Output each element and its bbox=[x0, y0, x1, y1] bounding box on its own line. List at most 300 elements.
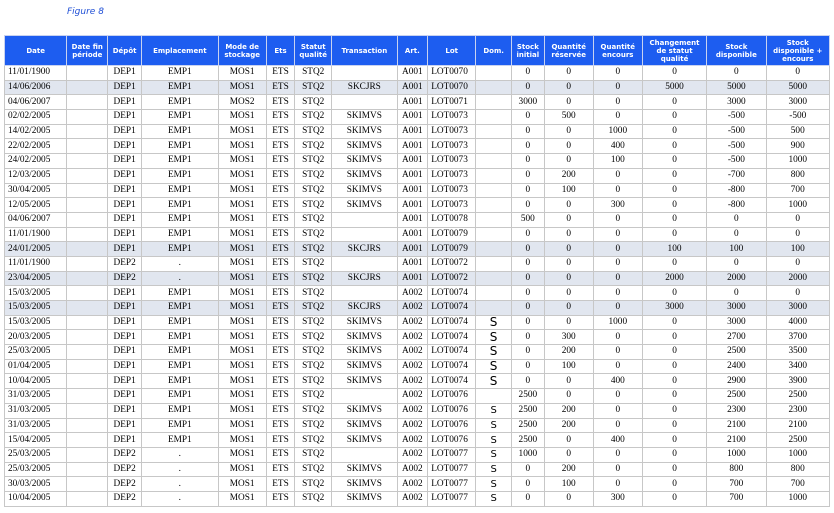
cell-depot: DEP1 bbox=[108, 198, 142, 213]
cell-qte-encours: 300 bbox=[593, 491, 642, 506]
cell-date: 14/02/2005 bbox=[5, 124, 67, 139]
cell-depot: DEP1 bbox=[108, 66, 142, 81]
cell-art: A001 bbox=[397, 168, 428, 183]
cell-date: 25/03/2005 bbox=[5, 447, 67, 462]
cell-mode: MOS1 bbox=[218, 462, 266, 477]
cell-qte-encours: 0 bbox=[593, 227, 642, 242]
cell-qte-reservee: 0 bbox=[544, 286, 593, 301]
cell-date: 01/04/2005 bbox=[5, 359, 67, 374]
cell-stock-dispo-encours: 2300 bbox=[766, 403, 830, 418]
cell-ets: ETS bbox=[266, 110, 295, 125]
cell-ets: ETS bbox=[266, 183, 295, 198]
cell-qte-reservee: 0 bbox=[544, 198, 593, 213]
col-header-changement: Changement de statut qualité bbox=[642, 36, 706, 66]
cell-ets: ETS bbox=[266, 66, 295, 81]
table-body bbox=[5, 66, 830, 507]
cell-emplacement: EMP1 bbox=[141, 212, 218, 227]
cell-art: A002 bbox=[397, 418, 428, 433]
cell-dom bbox=[476, 168, 512, 183]
cell-changement: 0 bbox=[642, 447, 706, 462]
cell-emplacement: EMP1 bbox=[141, 286, 218, 301]
cell-emplacement: EMP1 bbox=[141, 110, 218, 125]
cell-stock-dispo-encours: 3000 bbox=[766, 301, 830, 316]
cell-dom: S bbox=[476, 433, 512, 448]
cell-emplacement: EMP1 bbox=[141, 374, 218, 389]
table-row bbox=[5, 168, 830, 183]
cell-date: 20/03/2005 bbox=[5, 330, 67, 345]
cell-emplacement: . bbox=[141, 477, 218, 492]
cell-transaction: SKIMVS bbox=[332, 477, 397, 492]
cell-depot: DEP1 bbox=[108, 154, 142, 169]
table-row bbox=[5, 462, 830, 477]
cell-stock-dispo: 2400 bbox=[707, 359, 766, 374]
cell-stock-dispo: 1000 bbox=[707, 447, 766, 462]
cell-dom bbox=[476, 212, 512, 227]
cell-qte-encours: 1000 bbox=[593, 124, 642, 139]
cell-art: A002 bbox=[397, 462, 428, 477]
cell-ets: ETS bbox=[266, 301, 295, 316]
cell-date: 15/03/2005 bbox=[5, 286, 67, 301]
cell-stock-dispo-encours: 2500 bbox=[766, 433, 830, 448]
cell-stock-initial: 0 bbox=[512, 80, 545, 95]
cell-stock-dispo-encours: 3500 bbox=[766, 345, 830, 360]
cell-changement: 0 bbox=[642, 183, 706, 198]
cell-statut: STQ2 bbox=[295, 286, 332, 301]
cell-qte-encours: 400 bbox=[593, 433, 642, 448]
cell-qte-reservee: 200 bbox=[544, 418, 593, 433]
cell-date: 10/04/2005 bbox=[5, 491, 67, 506]
cell-depot: DEP1 bbox=[108, 124, 142, 139]
cell-stock-dispo: 700 bbox=[707, 491, 766, 506]
cell-emplacement: EMP1 bbox=[141, 124, 218, 139]
cell-qte-encours: 0 bbox=[593, 345, 642, 360]
cell-stock-dispo: 2500 bbox=[707, 345, 766, 360]
cell-stock-initial: 0 bbox=[512, 168, 545, 183]
cell-transaction: SKIMVS bbox=[332, 154, 397, 169]
cell-ets: ETS bbox=[266, 80, 295, 95]
cell-emplacement: EMP1 bbox=[141, 403, 218, 418]
cell-date: 23/04/2005 bbox=[5, 271, 67, 286]
cell-transaction bbox=[332, 286, 397, 301]
cell-qte-reservee: 100 bbox=[544, 183, 593, 198]
cell-mode: MOS1 bbox=[218, 256, 266, 271]
cell-depot: DEP1 bbox=[108, 374, 142, 389]
cell-depot: DEP1 bbox=[108, 139, 142, 154]
cell-statut: STQ2 bbox=[295, 110, 332, 125]
cell-qte-reservee: 0 bbox=[544, 491, 593, 506]
col-header-statut: Statut qualité bbox=[295, 36, 332, 66]
cell-stock-dispo: -500 bbox=[707, 139, 766, 154]
cell-stock-initial: 0 bbox=[512, 242, 545, 257]
cell-depot: DEP1 bbox=[108, 330, 142, 345]
cell-emplacement: EMP1 bbox=[141, 242, 218, 257]
cell-stock-initial: 0 bbox=[512, 462, 545, 477]
cell-dom: S bbox=[476, 491, 512, 506]
cell-stock-dispo: 2500 bbox=[707, 389, 766, 404]
cell-transaction: SKIMVS bbox=[332, 139, 397, 154]
table-row bbox=[5, 80, 830, 95]
cell-statut: STQ2 bbox=[295, 95, 332, 110]
cell-transaction bbox=[332, 66, 397, 81]
cell-date: 31/03/2005 bbox=[5, 418, 67, 433]
table-row bbox=[5, 433, 830, 448]
table-row bbox=[5, 345, 830, 360]
col-header-stock-dispo-encours: Stock disponible + encours bbox=[766, 36, 830, 66]
cell-date: 22/02/2005 bbox=[5, 139, 67, 154]
stock-table bbox=[4, 35, 830, 507]
cell-stock-dispo: -700 bbox=[707, 168, 766, 183]
cell-ets: ETS bbox=[266, 124, 295, 139]
cell-depot: DEP1 bbox=[108, 212, 142, 227]
cell-dom: S bbox=[476, 374, 512, 389]
cell-date: 04/06/2007 bbox=[5, 212, 67, 227]
cell-statut: STQ2 bbox=[295, 80, 332, 95]
cell-art: A002 bbox=[397, 403, 428, 418]
table-row bbox=[5, 359, 830, 374]
cell-date-fin bbox=[67, 389, 108, 404]
cell-mode: MOS1 bbox=[218, 212, 266, 227]
cell-art: A002 bbox=[397, 286, 428, 301]
cell-ets: ETS bbox=[266, 154, 295, 169]
cell-statut: STQ2 bbox=[295, 315, 332, 330]
cell-emplacement: EMP1 bbox=[141, 80, 218, 95]
cell-lot: LOT0073 bbox=[428, 198, 476, 213]
cell-depot: DEP1 bbox=[108, 286, 142, 301]
cell-date-fin bbox=[67, 80, 108, 95]
cell-lot: LOT0079 bbox=[428, 227, 476, 242]
cell-mode: MOS1 bbox=[218, 154, 266, 169]
cell-mode: MOS1 bbox=[218, 403, 266, 418]
cell-stock-dispo-encours: 100 bbox=[766, 242, 830, 257]
table-row bbox=[5, 315, 830, 330]
cell-depot: DEP2 bbox=[108, 491, 142, 506]
cell-mode: MOS1 bbox=[218, 110, 266, 125]
cell-lot: LOT0072 bbox=[428, 271, 476, 286]
cell-mode: MOS1 bbox=[218, 447, 266, 462]
cell-dom bbox=[476, 95, 512, 110]
cell-ets: ETS bbox=[266, 139, 295, 154]
cell-changement: 0 bbox=[642, 418, 706, 433]
cell-transaction: SKIMVS bbox=[332, 345, 397, 360]
cell-emplacement: EMP1 bbox=[141, 301, 218, 316]
cell-changement: 0 bbox=[642, 477, 706, 492]
cell-ets: ETS bbox=[266, 477, 295, 492]
cell-qte-reservee: 0 bbox=[544, 447, 593, 462]
cell-stock-dispo: 0 bbox=[707, 256, 766, 271]
table-row bbox=[5, 330, 830, 345]
cell-stock-initial: 0 bbox=[512, 66, 545, 81]
cell-statut: STQ2 bbox=[295, 374, 332, 389]
table-row bbox=[5, 477, 830, 492]
cell-stock-initial: 2500 bbox=[512, 433, 545, 448]
cell-stock-dispo-encours: 700 bbox=[766, 183, 830, 198]
cell-transaction: SKIMVS bbox=[332, 403, 397, 418]
cell-statut: STQ2 bbox=[295, 256, 332, 271]
cell-stock-initial: 0 bbox=[512, 271, 545, 286]
cell-date: 25/03/2005 bbox=[5, 345, 67, 360]
cell-transaction: SKIMVS bbox=[332, 462, 397, 477]
cell-date: 15/03/2005 bbox=[5, 315, 67, 330]
cell-mode: MOS1 bbox=[218, 139, 266, 154]
cell-date: 14/06/2006 bbox=[5, 80, 67, 95]
cell-lot: LOT0077 bbox=[428, 477, 476, 492]
cell-date-fin bbox=[67, 359, 108, 374]
cell-stock-dispo-encours: 3400 bbox=[766, 359, 830, 374]
cell-lot: LOT0073 bbox=[428, 183, 476, 198]
col-header-date: Date bbox=[5, 36, 67, 66]
cell-art: A002 bbox=[397, 301, 428, 316]
cell-transaction: SKIMVS bbox=[332, 315, 397, 330]
col-header-ets: Ets bbox=[266, 36, 295, 66]
cell-dom bbox=[476, 227, 512, 242]
cell-lot: LOT0076 bbox=[428, 433, 476, 448]
cell-statut: STQ2 bbox=[295, 345, 332, 360]
cell-date: 15/04/2005 bbox=[5, 433, 67, 448]
cell-changement: 0 bbox=[642, 491, 706, 506]
cell-qte-reservee: 0 bbox=[544, 154, 593, 169]
cell-mode: MOS1 bbox=[218, 301, 266, 316]
cell-lot: LOT0074 bbox=[428, 359, 476, 374]
cell-transaction: SKIMVS bbox=[332, 491, 397, 506]
cell-ets: ETS bbox=[266, 315, 295, 330]
cell-stock-dispo-encours: 0 bbox=[766, 212, 830, 227]
cell-qte-encours: 0 bbox=[593, 168, 642, 183]
table-row bbox=[5, 374, 830, 389]
cell-transaction: SKIMVS bbox=[332, 374, 397, 389]
cell-art: A001 bbox=[397, 242, 428, 257]
cell-stock-initial: 0 bbox=[512, 110, 545, 125]
cell-stock-initial: 2500 bbox=[512, 403, 545, 418]
cell-statut: STQ2 bbox=[295, 139, 332, 154]
cell-date: 11/01/1900 bbox=[5, 227, 67, 242]
cell-statut: STQ2 bbox=[295, 66, 332, 81]
figure-caption: Figure 8 bbox=[67, 7, 104, 17]
cell-mode: MOS1 bbox=[218, 359, 266, 374]
cell-stock-initial: 0 bbox=[512, 124, 545, 139]
cell-art: A002 bbox=[397, 491, 428, 506]
cell-statut: STQ2 bbox=[295, 301, 332, 316]
cell-date-fin bbox=[67, 242, 108, 257]
cell-dom bbox=[476, 80, 512, 95]
cell-stock-dispo-encours: 800 bbox=[766, 462, 830, 477]
cell-lot: LOT0077 bbox=[428, 491, 476, 506]
cell-stock-dispo-encours: 1000 bbox=[766, 491, 830, 506]
col-header-stock-initial: Stock initial bbox=[512, 36, 545, 66]
cell-qte-encours: 0 bbox=[593, 80, 642, 95]
cell-stock-dispo-encours: 3700 bbox=[766, 330, 830, 345]
col-header-transaction: Transaction bbox=[332, 36, 397, 66]
cell-date-fin bbox=[67, 227, 108, 242]
table-row bbox=[5, 124, 830, 139]
cell-art: A002 bbox=[397, 477, 428, 492]
cell-stock-dispo: 2100 bbox=[707, 418, 766, 433]
cell-qte-reservee: 0 bbox=[544, 433, 593, 448]
cell-date-fin bbox=[67, 403, 108, 418]
cell-date-fin bbox=[67, 154, 108, 169]
cell-changement: 0 bbox=[642, 212, 706, 227]
cell-transaction bbox=[332, 389, 397, 404]
cell-statut: STQ2 bbox=[295, 403, 332, 418]
cell-qte-reservee: 200 bbox=[544, 345, 593, 360]
cell-stock-dispo: -500 bbox=[707, 110, 766, 125]
cell-dom: S bbox=[476, 447, 512, 462]
cell-dom bbox=[476, 183, 512, 198]
cell-emplacement: EMP1 bbox=[141, 95, 218, 110]
cell-emplacement: EMP1 bbox=[141, 66, 218, 81]
cell-transaction: SKCJRS bbox=[332, 242, 397, 257]
cell-stock-dispo: -800 bbox=[707, 183, 766, 198]
cell-statut: STQ2 bbox=[295, 433, 332, 448]
cell-lot: LOT0073 bbox=[428, 124, 476, 139]
cell-transaction: SKCJRS bbox=[332, 80, 397, 95]
cell-stock-dispo: 800 bbox=[707, 462, 766, 477]
cell-qte-encours: 0 bbox=[593, 66, 642, 81]
cell-date: 30/03/2005 bbox=[5, 477, 67, 492]
cell-mode: MOS1 bbox=[218, 315, 266, 330]
cell-date-fin bbox=[67, 124, 108, 139]
cell-depot: DEP1 bbox=[108, 433, 142, 448]
cell-statut: STQ2 bbox=[295, 183, 332, 198]
cell-qte-reservee: 200 bbox=[544, 403, 593, 418]
cell-qte-encours: 1000 bbox=[593, 315, 642, 330]
cell-qte-encours: 0 bbox=[593, 447, 642, 462]
cell-qte-reservee: 0 bbox=[544, 227, 593, 242]
cell-stock-dispo-encours: 700 bbox=[766, 477, 830, 492]
cell-qte-encours: 0 bbox=[593, 271, 642, 286]
col-header-emplacement: Emplacement bbox=[141, 36, 218, 66]
cell-stock-initial: 0 bbox=[512, 345, 545, 360]
cell-ets: ETS bbox=[266, 198, 295, 213]
cell-art: A001 bbox=[397, 198, 428, 213]
cell-ets: ETS bbox=[266, 491, 295, 506]
cell-changement: 100 bbox=[642, 242, 706, 257]
cell-lot: LOT0077 bbox=[428, 462, 476, 477]
cell-lot: LOT0072 bbox=[428, 256, 476, 271]
cell-changement: 0 bbox=[642, 66, 706, 81]
cell-mode: MOS1 bbox=[218, 389, 266, 404]
cell-depot: DEP1 bbox=[108, 315, 142, 330]
cell-date-fin bbox=[67, 183, 108, 198]
cell-statut: STQ2 bbox=[295, 271, 332, 286]
cell-qte-encours: 0 bbox=[593, 212, 642, 227]
table-row bbox=[5, 286, 830, 301]
cell-mode: MOS1 bbox=[218, 491, 266, 506]
cell-mode: MOS1 bbox=[218, 183, 266, 198]
cell-qte-reservee: 200 bbox=[544, 462, 593, 477]
cell-qte-encours: 0 bbox=[593, 418, 642, 433]
cell-art: A002 bbox=[397, 315, 428, 330]
cell-lot: LOT0076 bbox=[428, 418, 476, 433]
col-header-date-fin: Date fin période bbox=[67, 36, 108, 66]
cell-depot: DEP2 bbox=[108, 462, 142, 477]
cell-ets: ETS bbox=[266, 227, 295, 242]
cell-changement: 0 bbox=[642, 198, 706, 213]
cell-art: A001 bbox=[397, 183, 428, 198]
cell-transaction: SKIMVS bbox=[332, 198, 397, 213]
cell-qte-encours: 0 bbox=[593, 286, 642, 301]
cell-date: 25/03/2005 bbox=[5, 462, 67, 477]
cell-stock-initial: 2500 bbox=[512, 389, 545, 404]
cell-stock-dispo-encours: 2000 bbox=[766, 271, 830, 286]
cell-depot: DEP1 bbox=[108, 168, 142, 183]
cell-stock-initial: 3000 bbox=[512, 95, 545, 110]
cell-stock-dispo: 2900 bbox=[707, 374, 766, 389]
cell-date-fin bbox=[67, 110, 108, 125]
cell-transaction: SKIMVS bbox=[332, 183, 397, 198]
cell-ets: ETS bbox=[266, 95, 295, 110]
cell-changement: 0 bbox=[642, 403, 706, 418]
cell-date-fin bbox=[67, 139, 108, 154]
cell-statut: STQ2 bbox=[295, 154, 332, 169]
cell-date-fin bbox=[67, 477, 108, 492]
cell-stock-dispo: 3000 bbox=[707, 301, 766, 316]
cell-transaction bbox=[332, 256, 397, 271]
cell-emplacement: EMP1 bbox=[141, 359, 218, 374]
cell-date-fin bbox=[67, 330, 108, 345]
cell-dom: S bbox=[476, 359, 512, 374]
cell-depot: DEP1 bbox=[108, 227, 142, 242]
col-header-qte-reservee: Quantité réservée bbox=[544, 36, 593, 66]
cell-mode: MOS1 bbox=[218, 418, 266, 433]
cell-art: A002 bbox=[397, 359, 428, 374]
cell-dom: S bbox=[476, 462, 512, 477]
cell-stock-dispo-encours: 900 bbox=[766, 139, 830, 154]
cell-stock-dispo-encours: 800 bbox=[766, 168, 830, 183]
cell-stock-dispo-encours: -500 bbox=[766, 110, 830, 125]
cell-qte-reservee: 100 bbox=[544, 477, 593, 492]
cell-stock-initial: 500 bbox=[512, 212, 545, 227]
cell-dom: S bbox=[476, 345, 512, 360]
cell-mode: MOS1 bbox=[218, 271, 266, 286]
cell-date: 02/02/2005 bbox=[5, 110, 67, 125]
cell-ets: ETS bbox=[266, 389, 295, 404]
cell-stock-initial: 0 bbox=[512, 139, 545, 154]
col-header-mode: Mode de stockage bbox=[218, 36, 266, 66]
cell-emplacement: EMP1 bbox=[141, 389, 218, 404]
cell-changement: 0 bbox=[642, 124, 706, 139]
cell-stock-initial: 2500 bbox=[512, 418, 545, 433]
cell-changement: 0 bbox=[642, 433, 706, 448]
cell-qte-reservee: 0 bbox=[544, 256, 593, 271]
cell-statut: STQ2 bbox=[295, 124, 332, 139]
cell-art: A001 bbox=[397, 110, 428, 125]
table-row bbox=[5, 418, 830, 433]
cell-qte-reservee: 500 bbox=[544, 110, 593, 125]
cell-qte-encours: 100 bbox=[593, 154, 642, 169]
cell-emplacement: EMP1 bbox=[141, 433, 218, 448]
cell-date-fin bbox=[67, 418, 108, 433]
cell-stock-initial: 0 bbox=[512, 330, 545, 345]
cell-dom bbox=[476, 256, 512, 271]
cell-qte-encours: 0 bbox=[593, 403, 642, 418]
cell-date: 31/03/2005 bbox=[5, 403, 67, 418]
cell-depot: DEP1 bbox=[108, 418, 142, 433]
cell-date-fin bbox=[67, 491, 108, 506]
cell-date-fin bbox=[67, 256, 108, 271]
cell-qte-reservee: 0 bbox=[544, 139, 593, 154]
cell-stock-dispo: 2700 bbox=[707, 330, 766, 345]
cell-qte-encours: 400 bbox=[593, 139, 642, 154]
cell-statut: STQ2 bbox=[295, 227, 332, 242]
cell-qte-encours: 0 bbox=[593, 330, 642, 345]
cell-mode: MOS1 bbox=[218, 374, 266, 389]
cell-stock-dispo: 0 bbox=[707, 66, 766, 81]
cell-art: A001 bbox=[397, 124, 428, 139]
cell-mode: MOS1 bbox=[218, 433, 266, 448]
cell-transaction: SKIMVS bbox=[332, 110, 397, 125]
cell-dom bbox=[476, 139, 512, 154]
cell-art: A001 bbox=[397, 95, 428, 110]
